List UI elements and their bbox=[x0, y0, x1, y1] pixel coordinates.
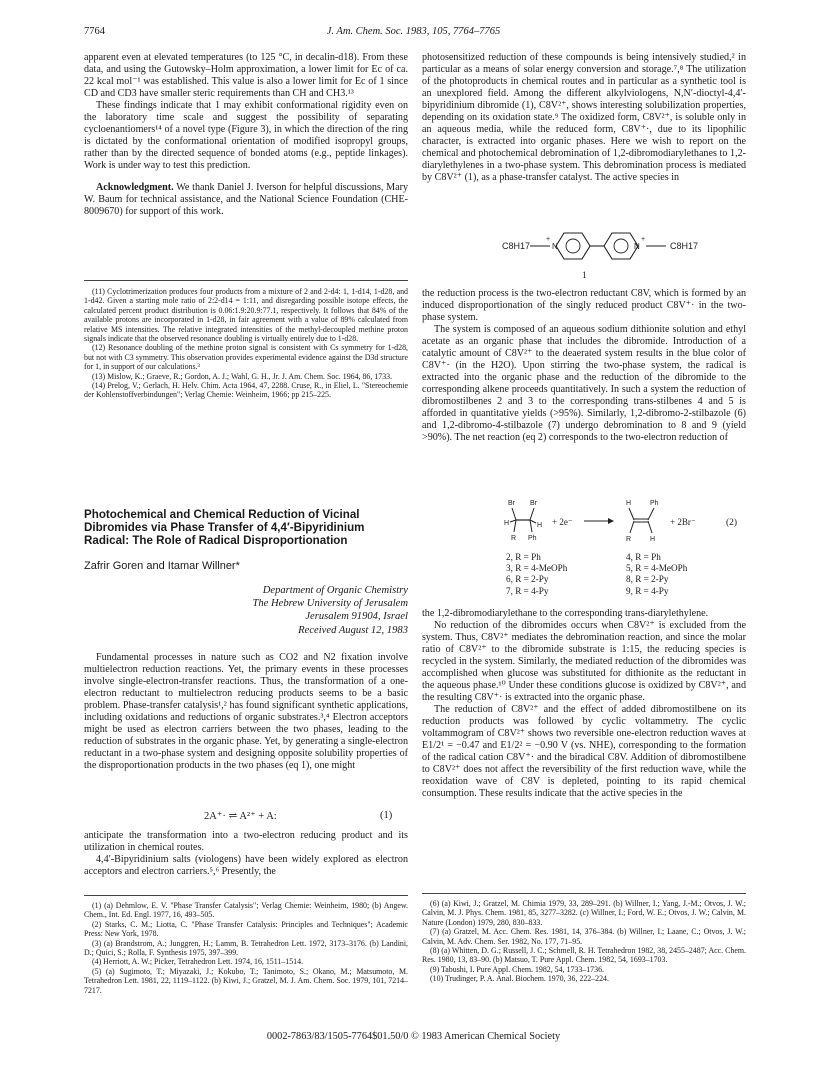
footnote: (7) (a) Gratzel, M. Acc. Chem. Res. 1981, 14, 376–384. (b) Willner, I.; Laane, C.; Otvos, J. W.; Calvin, M. Adv. Chem. Ser. 1982, No. 177, 71–95. bbox=[422, 927, 746, 946]
authors: Zafrir Goren and Itamar Willner* bbox=[84, 560, 240, 572]
compound-entry: 3, R = 4-MeOPh bbox=[506, 563, 568, 574]
footnote: (8) (a) Whitten, D. G.; Russell, J. C.; Schmell, R. H. Tetrahedron 1982, 38, 2455–2487; Acc. Chem. Res. 1980, 13, 83–90. (b) Matsuo, T. Pure Appl. Chem. 1982, 54, 1693–1703. bbox=[422, 946, 746, 965]
title-line: Radical: The Role of Radical Disproportionation bbox=[84, 534, 348, 547]
paragraph: the 1,2-dibromodiarylethane to the corresponding trans-diarylethylene. bbox=[422, 608, 709, 619]
footnote: (6) (a) Kiwi, J.; Gratzel, M. Chimia 1979, 33, 289–291. (b) Willner, I.; Yang, J.-M.; Otvos, J. W.; Calvin, M. J. Phys. Chem. 1981, 85, 3277–3282. (c) Willner, I.; Ford, W. E.; Otvos, J. W.; Calvin, M. Nature (London) 1979, 280, 830–833. bbox=[422, 899, 746, 927]
svg-text:N: N bbox=[552, 242, 558, 251]
compound-entry: 6, R = 2-Py bbox=[506, 574, 549, 585]
footnote: (10) Trudinger, P. A. Anal. Biochem. 1970, 36, 222–224. bbox=[430, 974, 609, 984]
footnote-divider bbox=[84, 280, 408, 281]
left-footnotes bbox=[84, 287, 408, 400]
footnote: (4) Herriott, A. W.; Picker, Tetrahedron Lett. 1974, 16, 1511–1514. bbox=[92, 957, 304, 967]
compound-entry: 5, R = 4-MeOPh bbox=[626, 563, 688, 574]
compound-entry: 4, R = Ph bbox=[626, 552, 661, 562]
footnote: (2) Starks, C. M.; Liotta, C. "Phase Transfer Catalysis: Principles and Techniques"; Academic Press: New York, 1978. bbox=[84, 919, 408, 939]
atom-label: Ph bbox=[528, 535, 537, 542]
received-date: Received August 12, 1983 bbox=[298, 624, 408, 636]
affiliation-line: Jerusalem 91904, Israel bbox=[305, 611, 408, 623]
atom-label: H bbox=[650, 536, 656, 543]
paragraph: No reduction of the dibromides occurs when C8V²⁺ is excluded from the system. Thus, C8V²⁺ mediates the debromination reaction, and since the molar ratio of C8V²⁺ to the dibromide substrate is 1:15, the reducing species is recycled in the system. Similarly, the mediated reduction of the dibromides was accomplished when glucose was substituted for dithionite as the reductant in the aqueous phase.¹⁰ Under these conditions glucose is oxidized by C8V²⁺, and the resulting C8V⁺· is extracted into the organic phase. bbox=[422, 620, 746, 703]
running-header: J. Am. Chem. Soc. 1983, 105, 7764–7765 bbox=[326, 26, 501, 37]
equation-1: 2A⁺· ⇌ A²⁺ + A: bbox=[204, 811, 277, 822]
svg-text:H: H bbox=[537, 522, 543, 529]
footnote: (1) (a) Dehmlow, E. V. "Phase Transfer Catalysis"; Verlag Chemie: Weinheim, 1980; (b) Angew. Chem., Int. Ed. Engl. 1977, 16, 493–505. bbox=[84, 901, 408, 920]
atom-label: R bbox=[626, 536, 632, 543]
footnote: (5) (a) Sugimoto, T.; Miyazaki, J.; Kokubo, T.; Tanimoto, S.; Okano, M.; Matsumoto, M. Tetrahedron Lett. 1981, 22, 1119–1122. (b) Kiwi, J.; Gratzel, M. J. Am. Chem. Soc. 1979, 101, 7214–7217. bbox=[84, 966, 408, 995]
paragraph: Fundamental processes in nature such as CO2 and N2 fixation involve multielectron reduction reactions. Yet, the primary events in these processes involve single-electron-transfer reactions. Thus, the transformation of a one-electron reductant to multielectron reducing products seems to be a basic problem. Phase-transfer catalysis¹,² has found significant synthetic applications, including oxidations and reductions of organic substrates.³,⁴ Electron acceptors might be used as electron carriers between the two phases, leading to the reduction of substrates in the organic phase. Yet, by generating a single-electron reductant in a two-phase system and designing opposite solubility properties of the disproportionation products in the two phases (eq 1), one might bbox=[84, 652, 408, 771]
compound-entry: 9, R = 4-Py bbox=[626, 585, 669, 596]
compound-entry: 2, R = Ph bbox=[506, 552, 541, 562]
article-title bbox=[84, 508, 414, 547]
paragraph: photosensitized reduction of these compounds is being intensively studied,² in particular as a means of solar energy conversion and storage.⁷,⁸ The utilization of the photoproducts in chemical routes and in particular as a synthetic tool is an unexplored field. Among the different alkylviologens, N,N′-dioctyl-4,4′-bipyridinium dibromide (1), C8V²⁺, shows interesting solubilization properties, depending on its oxidation state.⁹ The oxidized form, C8V²⁺, is soluble only in an aqueous media, while the reduced form, C8V⁺·, due to its lipophilic character, is extracted into organic phases. Here we wish to report on the chemical and photochemical debromination of 1,2-dibromodiarylethanes to 1,2-diarylethylenes in a two-phase system. This debromination process is mediated by C8V²⁺ (1), as a phase-transfer catalyst. The active species in bbox=[422, 52, 746, 183]
left-column-top bbox=[84, 52, 408, 218]
structure-label: 1 bbox=[582, 271, 587, 281]
structure-left-group: C8H17 bbox=[502, 241, 531, 251]
paragraph: apparent even at elevated temperatures (to 125 °C, in decalin-d18). From these data, and using the Gutowsky–Holm approximation, a lower limit for Ec of ca. 22 kcal mol⁻¹ was established. This value is also a lower limit for Ec of 1 since CD and CD3 have smaller steric requirements than CH and CH3.¹³ bbox=[84, 52, 408, 99]
paragraph: These findings indicate that 1 may exhibit conformational rigidity even on the laboratory time scale and suggest the possibility of separating cycloenantiomers¹⁴ of a novel type (Figure 3), in which the direction of the ring is dictated by the conformational orientation of modified isopropyl groups, rather than by the directed sequence of bonded atoms (e.g., peptide linkages). Work is under way to test this prediction. bbox=[84, 100, 408, 171]
acknowledgment-label: Acknowledgment. bbox=[96, 182, 174, 193]
paragraph: anticipate the transformation into a two-electron reducing product and its utilization in chemical routes. bbox=[84, 830, 408, 853]
affiliation-line: The Hebrew University of Jerusalem bbox=[252, 598, 408, 610]
atom-label: Ph bbox=[650, 500, 659, 507]
pyridinium-ring bbox=[604, 233, 638, 259]
right-column-top bbox=[422, 52, 746, 184]
paragraph: The system is composed of an aqueous sodium dithionite solution and ethyl acetate as an organic phase that includes the dibromide. Introduction of a catalytic amount of C8V²⁺ to the deaerated system results in the blue color of C8V⁺· (in the H2O). Upon stirring the two-phase system, the radical is extracted into the organic phase and the reduction of the dibromide to the corresponding alkene proceeds quantitatively. In such a system the reduction of dibromostilbenes 2 and 3 to the corresponding trans-stilbenes 4 and 5 is afforded in quantitative yields (>95%). Similarly, 1,2-dibromo-2-stilbazole (6) and 1,2-dibromo-4-stilbazole (7) undergo debromination to 8 and 9 (yield >90%). The net reaction (eq 2) corresponds to the two-electron reduction of bbox=[422, 324, 746, 443]
svg-text:+: + bbox=[641, 236, 646, 243]
left-body bbox=[84, 652, 408, 772]
svg-text:H: H bbox=[504, 520, 510, 527]
left-bottom-footnotes bbox=[84, 901, 408, 995]
footnote: (9) Tabushi, I. Pure Appl. Chem. 1982, 54, 1733–1736. bbox=[430, 964, 604, 974]
right-bottom-footnotes bbox=[422, 899, 746, 984]
right-column-mid bbox=[422, 288, 746, 444]
footnote: (11) Cyclotrimerization produces four products from a mixture of 2 and 2-d4: 1, 1-d14, 1-d28, and 1-d42. Given a starting mole ratio of 2:2-d14 = 1:11, and disregarding possible isotope effects, the calculated percent product distribution is 0.06:1.9:20.9:77.1, respectively. It follows that 84% of the available protons are incorporated in 1-d28, in fair agreement with a value of 89% calculated from relative MS intensities. The relative integrated intensities of the methyl-decoupled methine proton signals indicate that the observed resonance doubling is virtually entirely due to 1-d28. bbox=[84, 287, 408, 344]
reactant-compound-list bbox=[506, 552, 567, 597]
affiliation-line: Department of Organic Chemistry bbox=[262, 585, 408, 596]
paragraph: the reduction process is the two-electron reductant C8V, which is formed by an induced disproportionation of the singly reduced product C8V⁺· in the two-phase system. bbox=[422, 288, 746, 323]
equation-1-number: (1) bbox=[380, 810, 393, 821]
page-number: 7764 bbox=[84, 26, 105, 37]
footnote: (3) (a) Brandstrom, A.; Junggren, H.; Lamm, B. Tetrahedron Lett. 1972, 3173–3176. (b) Landini, D.; Quici, S.; Rolla, F. Synthesis 1975, 397–399. bbox=[84, 938, 408, 958]
footnote-divider bbox=[84, 895, 408, 896]
svg-text:N: N bbox=[634, 242, 640, 251]
atom-label: Br bbox=[530, 500, 537, 507]
atom-label: R bbox=[511, 535, 517, 542]
footnote: (12) Resonance doubling of the methine proton signal is consistent with Cs symmetry for 1-d28, but not with C3 symmetry. This observation provides experimental evidence against the D3d structure for 1, in support of our calculations.³ bbox=[84, 343, 408, 372]
atom-label: Br bbox=[508, 500, 515, 507]
paragraph: 4,4′-Bipyridinium salts (viologens) have been widely explored as electron acceptors and electron carriers.⁵,⁶ Presently, the bbox=[84, 854, 408, 877]
paragraph: The reduction of C8V²⁺ and the effect of added dibromostilbene on its reduction products was followed by cyclic voltammetry. The cyclic voltammogram of C8V²⁺ shows two reversible one-electron reduction waves at E1/2¹ = −0.47 and E1/2² = −0.90 V (vs. NHE), corresponding to the formation of the radical cation C8V⁺· and the biradical C8V. Addition of dibromostilbene to C8V²⁺ does not affect the reversibility of the first reduction wave, while the reoxidation wave of C8V is depleted, pointing to its rapid chemical consumption. These results indicate that the active species in the bbox=[422, 704, 746, 799]
compound-entry: 7, R = 4-Py bbox=[506, 585, 549, 596]
viologen-structure bbox=[422, 228, 746, 284]
footnote-divider bbox=[422, 893, 746, 894]
svg-text:+: + bbox=[546, 236, 551, 243]
reagent-label: + 2e⁻ bbox=[552, 517, 573, 527]
atom-label: H bbox=[626, 500, 632, 507]
compound-entry: 8, R = 2-Py bbox=[626, 574, 669, 585]
product-compound-list bbox=[626, 552, 687, 597]
byproduct-label: + 2Br⁻ bbox=[670, 517, 696, 527]
title-line: Photochemical and Chemical Reduction of Vicinal bbox=[84, 508, 360, 521]
footnote: (13) Mislow, K.; Graeve, R.; Gordon, A. J.; Wahl, G. H., Jr. J. Am. Chem. Soc. 1964, 86, 1733. bbox=[92, 371, 393, 381]
right-column-bottom bbox=[422, 608, 746, 800]
left-body-after-eq bbox=[84, 830, 408, 878]
structure-right-group: C8H17 bbox=[670, 241, 699, 251]
title-line: Dibromides via Phase Transfer of 4,4′-Bipyridinium bbox=[84, 521, 365, 534]
footnote: (14) Prelog, V.; Gerlach, H. Helv. Chim. Acta 1964, 47, 2288. Cruse, R., in Eliel, L. "Stereochemie der Kohlenstoffverbindungen"; Verlag Chemie: Weinheim, 1966; pp 215–225. bbox=[84, 381, 408, 400]
equation-2-number: (2) bbox=[726, 518, 738, 528]
copyright-footer: 0002-7863/83/1505-7764$01.50/0 © 1983 American Chemical Society bbox=[266, 1031, 561, 1042]
equation-2-scheme bbox=[422, 496, 746, 552]
affiliation bbox=[84, 584, 408, 637]
acknowledgment-text: We thank Daniel J. Iverson for helpful discussions, Mary W. Baum for technical assistance, and the National Science Foundation (CHE-8009670) for support of this work. bbox=[84, 182, 408, 217]
acknowledgment bbox=[84, 182, 408, 218]
pyridinium-ring bbox=[556, 233, 590, 259]
